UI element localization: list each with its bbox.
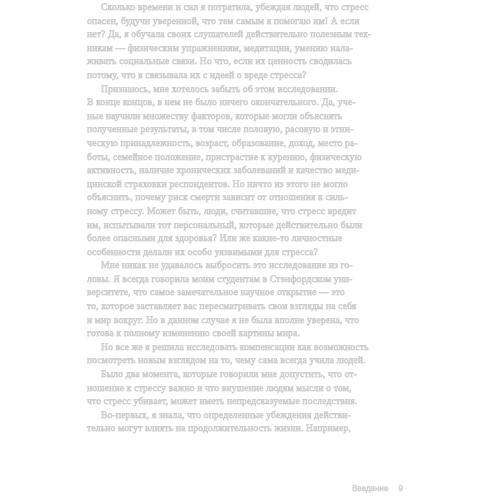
text-line: полученные результаты, в том числе половую, расовую и этни-	[87, 124, 354, 136]
text-line: никам — физическим упражнениям, медитации, умению нала-	[87, 42, 353, 54]
text-line: Признаюсь, мне хотелось забыть об этом исследовании.	[101, 83, 339, 95]
text-line: тельно могут влиять на продолжительность жизни. Например,	[87, 423, 352, 435]
paragraph	[87, 341, 403, 368]
text-line: верситете, что самое замечательное научное открытие — это	[87, 287, 345, 299]
paragraph	[87, 1, 403, 83]
text-line: Сколько времени и сил я потратила, убеждая людей, что стресс	[101, 2, 369, 13]
running-footer-section: Введение	[352, 484, 389, 493]
text-line: активность, наличие хронических заболеваний и качество меди-	[87, 165, 360, 177]
body-text	[87, 1, 403, 436]
text-line: Но все же я решила исследовать компенсации как возможность	[101, 341, 369, 353]
paragraph	[87, 83, 403, 260]
paragraph	[87, 409, 403, 436]
text-line: живать социальные связи. Но что, если их ценность сводилась	[87, 56, 352, 68]
text-line: Мне никак не удавалось выбросить это исследование из го-	[101, 260, 353, 272]
text-line: Во-первых, я знала, что определенные убеждения действи-	[101, 409, 351, 421]
text-line: готова к полному изменению своей картины мира.	[87, 328, 301, 340]
text-line: объяснить, почему риск смерти зависит от отношения к силь-	[87, 192, 348, 204]
text-line: Было два момента, которые говорили мне допустить, что от-	[101, 369, 358, 381]
text-line: ношение к стрессу важно и что внушение людям мысли о том,	[87, 382, 352, 394]
page-footer	[87, 484, 403, 493]
text-line: боты, семейное положение, пристрастие к курению, физическую	[87, 151, 362, 163]
text-line: потому, что я связывала их с идеей о вреде стресса?	[87, 69, 307, 81]
page-number: 9	[398, 484, 403, 493]
text-line: ному стрессу. Может быть, люди, считавшие, что стресс вредит	[87, 205, 357, 217]
text-line: более опасными для здоровья? Или же какие-то личностные	[87, 233, 343, 245]
text-line: и мир вокруг. Но в данном случае я не была вполне уверена, что	[87, 314, 360, 326]
paragraph	[87, 259, 403, 341]
text-line: цинской страховки респондентов. Но ничто из этого не могло	[87, 178, 348, 190]
text-line: опасен, будучи уверенной, что тем самым я помогаю им! А если	[87, 15, 360, 27]
text-line: нет? Да, я обучала своих слушателей действительно полезным тех-	[87, 29, 372, 41]
text-line: ческую принадлежность, возраст, образование, доход, место ра-	[87, 137, 358, 149]
text-line: В конце концов, в нем не было ничего окончательного. Да, уче-	[87, 97, 356, 109]
text-line: то, которое заставляет вас пересматривать свои взгляды на себя	[87, 301, 357, 313]
text-line: им, испытывали тот персональный, которые действительно были	[87, 219, 363, 231]
text-line: что стресс убивает, может иметь непредсказуемые последствия.	[87, 396, 358, 408]
text-line: ные научили множеству факторов, которые могли объяснять	[87, 110, 343, 122]
text-line: посмотреть новым взглядом на то, чему сама всегда учила людей.	[87, 355, 366, 367]
text-line: ловы. Я всегда говорила моим студентам в Стэнфордском уни-	[87, 273, 353, 285]
paragraph	[87, 368, 403, 409]
text-line: особенности делали их особо уязвимыми для стресса?	[87, 246, 319, 258]
